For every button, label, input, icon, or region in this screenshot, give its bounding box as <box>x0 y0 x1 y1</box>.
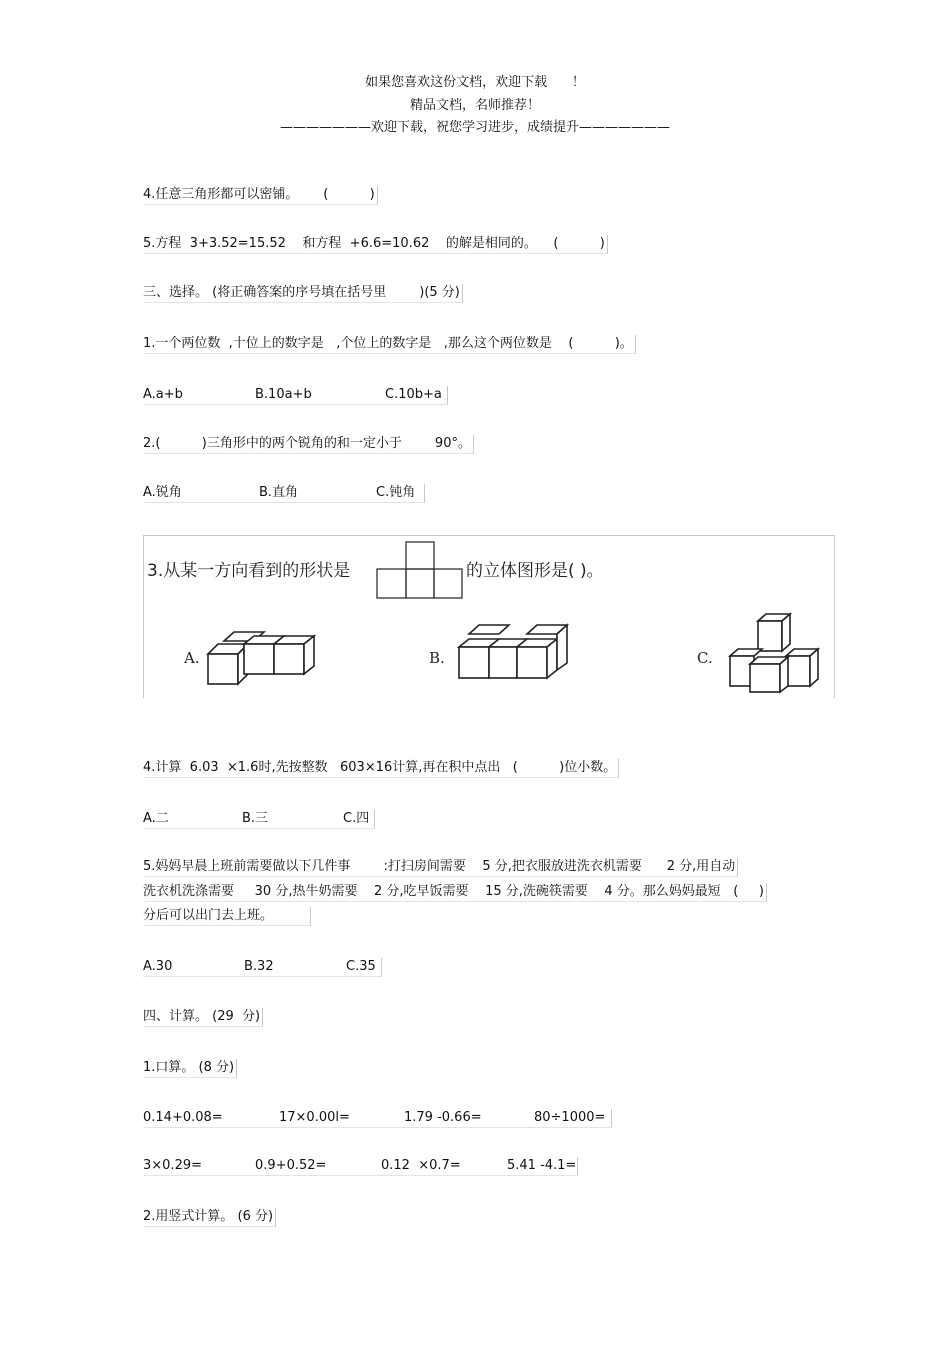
option-c: C.四 <box>343 811 370 826</box>
oral-calculation-row-2 <box>143 1157 578 1176</box>
header-line-1: 如果您喜欢这份文档，欢迎下载 ！ <box>365 75 585 90</box>
judge-question-5: 5.方程 3+3.52=15.52 和方程 +6.6=10.62 的解是相同的。 ( ) <box>143 235 608 254</box>
choice-question-2-options <box>143 484 425 503</box>
front-view-shape <box>377 542 462 598</box>
option-c: C.35 <box>346 959 376 974</box>
option-a-solid <box>208 632 314 684</box>
choice-question-1-options <box>143 386 448 405</box>
oral-calculation-title: 1.口算。 (8 分) <box>143 1059 237 1078</box>
option-b-label: B. <box>429 649 445 667</box>
vertical-calculation-title: 2.用竖式计算。 (6 分) <box>143 1208 276 1227</box>
calc-item: 5.41 -4.1= <box>507 1158 577 1173</box>
question-3-figure <box>143 535 835 698</box>
choice-question-2: 2.( )三角形中的两个锐角的和一定小于 90°。 <box>143 435 474 454</box>
option-c-solid <box>730 614 818 692</box>
question-3-drawing <box>144 536 834 698</box>
option-a-label: A. <box>184 649 200 667</box>
oral-calculation-row-1 <box>143 1109 612 1128</box>
choice-question-4-options <box>143 810 375 829</box>
option-b: B.直角 <box>259 485 299 500</box>
judge-question-4: 4.任意三角形都可以密铺。 ( ) <box>143 186 378 205</box>
calc-item: 0.9+0.52= <box>255 1158 327 1173</box>
option-a: A.30 <box>143 959 173 974</box>
option-a: A.a+b <box>143 387 183 402</box>
choice-question-5-options <box>143 958 382 977</box>
section-4-title: 四、计算。 (29 分) <box>143 1008 263 1027</box>
choice-question-5-line-2: 洗衣机洗涤需要 30 分,热牛奶需要 2 分,吃早饭需要 15 分,洗碗筷需要 4 分。那么妈妈最短 ( ) <box>143 883 767 902</box>
option-a: A.锐角 <box>143 485 182 500</box>
choice-question-5-line-1: 5.妈妈早晨上班前需要做以下几件事 :打扫房间需要 5 分,把衣服放进洗衣机需要 2 分,用自动 <box>143 858 738 877</box>
choice-question-5-line-3: 分后可以出门去上班。 <box>143 907 311 926</box>
header-line-3: ———————欢迎下载，祝您学习进步，成绩提升——————— <box>279 120 670 135</box>
calc-item: 1.79 -0.66= <box>404 1110 482 1125</box>
calc-item: 80÷1000= <box>534 1110 606 1125</box>
question-3-prefix: 3.从某一方向看到的形状是 <box>147 561 351 581</box>
choice-question-4: 4.计算 6.03 ×1.6时,先按整数 603×16计算,再在积中点出 ( )位小数。 <box>143 759 619 778</box>
section-3-title: 三、选择。 (将正确答案的序号填在括号里 )(5 分) <box>143 284 463 303</box>
option-b: B.32 <box>244 959 274 974</box>
calc-item: 3×0.29= <box>143 1158 203 1173</box>
option-c: C.钝角 <box>376 485 416 500</box>
option-b-solid <box>459 625 567 678</box>
option-b: B.10a+b <box>255 387 312 402</box>
option-c: C.10b+a <box>385 387 442 402</box>
question-3-suffix: 的立体图形是( )。 <box>466 561 604 581</box>
option-b: B.三 <box>242 811 269 826</box>
calc-item: 0.12 ×0.7= <box>381 1158 461 1173</box>
option-a: A.二 <box>143 811 169 826</box>
choice-question-1: 1.一个两位数 ,十位上的数字是 ,个位上的数字是 ,那么这个两位数是 ( )。 <box>143 335 636 354</box>
header-line-2: 精品文档，名师推荐！ <box>409 98 540 113</box>
option-c-label: C. <box>697 649 713 667</box>
calc-item: 17×0.00l= <box>279 1110 350 1125</box>
calc-item: 0.14+0.08= <box>143 1110 223 1125</box>
